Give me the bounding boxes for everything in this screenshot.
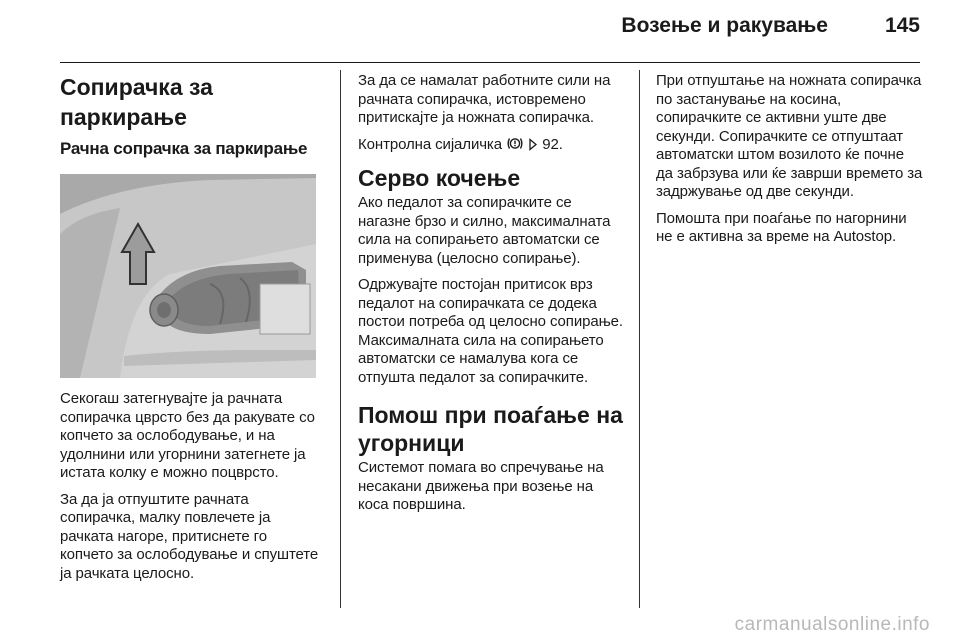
control-light-label: Контролна сијаличка <box>358 135 502 153</box>
section-heading: Сопирачка за паркирање <box>60 74 213 130</box>
section-heading: Помош при поаѓање на угорници <box>358 402 623 456</box>
paragraph: Одржувајте постојан притисок врз педалот на сопирачката се додека постои потреба од целосно сопирање. Максималната сила на сопирањето автоматски се намалува кога се отпушта педалот за сопирачките. <box>358 276 623 386</box>
column-middle <box>358 72 624 523</box>
column-right <box>656 72 924 255</box>
paragraph: При отпуштање на ножната сопирачка по застанување на косина, сопирачките се активни уште две секунди. Сопирачките се отпуштаат автоматски штом возилото ќе почне да забрзува или ќе заврши времето за задржување од две секунди. <box>656 72 923 200</box>
paragraph: Ако педалот за сопирачките се нагазне брзо и силно, максималната сила на сопирањето автоматски се применува (целосно сопирање). <box>358 194 611 267</box>
section-heading: Серво кочење <box>358 165 521 191</box>
paragraph: За да ја отпуштите рачната сопирачка, малку повлечете ја рачката нагоре, притиснете го копчето за ослободување и спуштете ја рачката целосно. <box>60 490 319 582</box>
control-light-reference <box>358 136 624 155</box>
page-reference[interactable]: 92. <box>542 135 563 153</box>
paragraph: За да се намалат работните сили на рачната сопирачка, истовремено притискајте ја ножната сопирачка. <box>358 72 611 126</box>
column-divider <box>639 70 640 608</box>
paragraph: Секогаш затегнувајте ја рачната сопирачка цврсто без да ракувате со копчето за ослободување, и на удолнини или угорнини затегнете ја истата колку е можно поцврсто. <box>60 390 315 481</box>
paragraph: Системот помага во спречување на несакани движења при возење на коса површина. <box>358 459 604 513</box>
column-divider <box>340 70 341 608</box>
handbrake-illustration <box>60 174 316 378</box>
page-reference-arrow-icon[interactable] <box>528 138 538 151</box>
page-header <box>60 0 920 63</box>
paragraph: Помошта при поаѓање по нагорнини не е активна за време на Autostop. <box>656 209 907 245</box>
section-subheading: Рачна сопрачка за паркирање <box>60 139 308 158</box>
brake-warning-icon <box>506 136 524 151</box>
page-number: 145 <box>884 14 920 37</box>
watermark: carmanualsonline.info <box>734 614 930 635</box>
header-title: Возење и ракување <box>621 14 828 37</box>
column-left <box>60 72 322 591</box>
